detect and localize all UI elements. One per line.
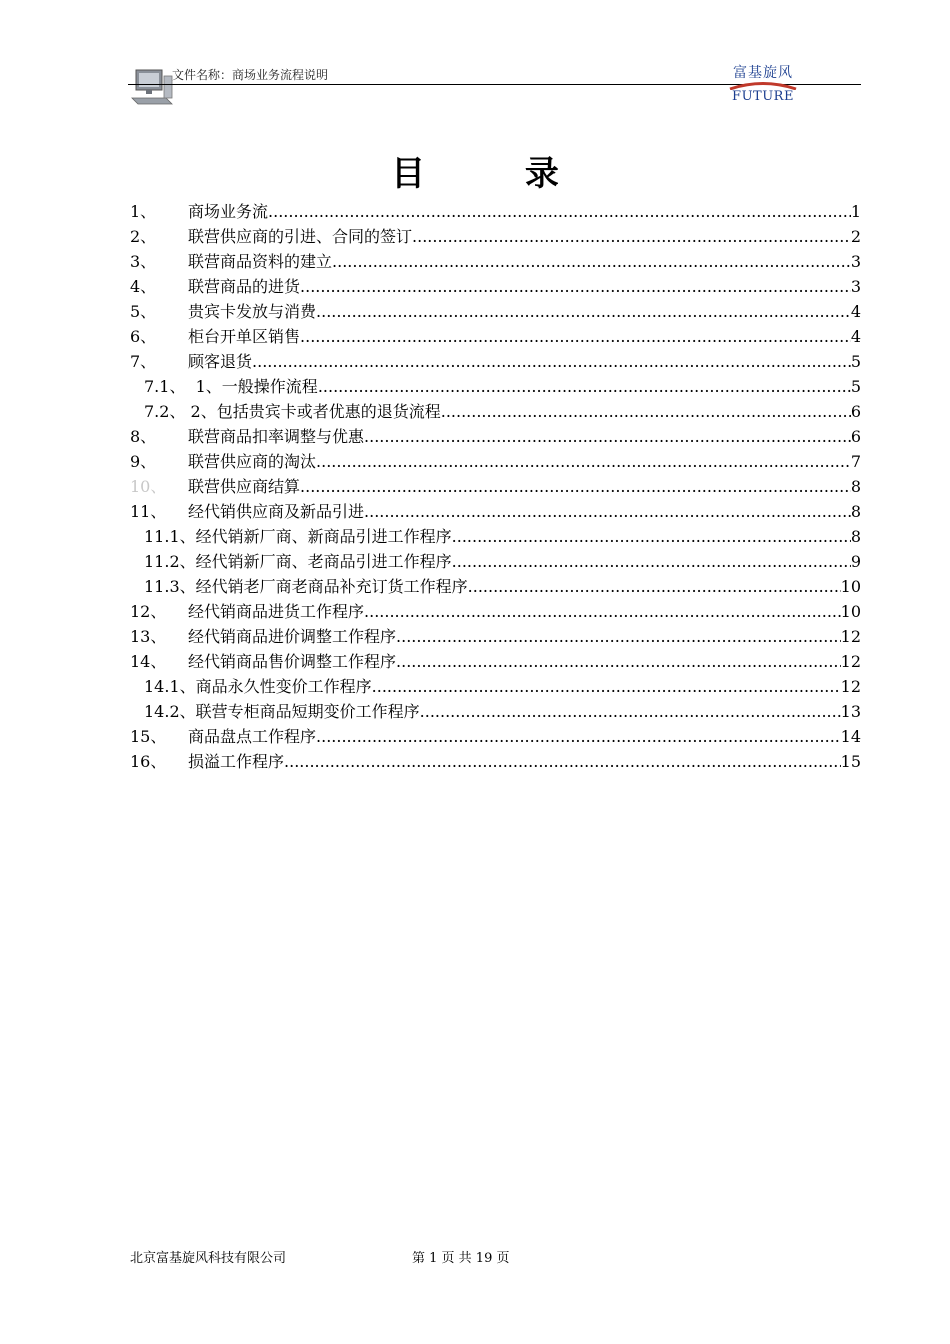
toc-leader-dots [316,724,841,749]
toc-leader-dots [252,349,851,374]
toc-leader-dots [364,499,851,524]
toc-entry[interactable] [130,399,861,424]
toc-entry-number: 10、 [130,477,167,496]
toc-entry-title: 经代销商品售价调整工作程序 [188,652,397,671]
toc-entry-title: 顾客退货 [188,352,253,371]
toc-entry[interactable] [130,349,861,374]
toc-entry-title: 联营商品扣率调整与优惠 [188,427,365,446]
toc-entry-number: 6、 [130,327,157,346]
toc-entry-page: 13 [840,702,861,721]
toc-entry-number: 11.2、 [144,552,196,571]
toc-entry-title: 经代销供应商及新品引进 [188,502,365,521]
toc-entry[interactable] [130,374,861,399]
toc-entry-title: 2、包括贵宾卡或者优惠的退货流程 [185,402,441,421]
toc-entry-page: 4 [850,302,861,321]
toc-entry-page: 14 [840,727,861,746]
toc-leader-dots [396,624,841,649]
toc-leader-dots [452,549,851,574]
toc-entry-page: 5 [850,352,861,371]
toc-entry-title: 联营供应商的引进、合同的签订 [188,227,413,246]
toc-entry-number: 13、 [130,627,167,646]
toc-entry-number: 14、 [130,652,167,671]
toc-leader-dots [364,424,851,449]
toc-entry-page: 8 [850,502,861,521]
toc-entry-page: 5 [850,377,861,396]
toc-entry-number: 7.1、 [144,377,186,396]
logo-chinese: 富基旋风 [733,65,793,81]
toc-entry[interactable] [130,574,861,599]
toc-entry-title: 经代销商品进价调整工作程序 [188,627,397,646]
toc-entry-page: 12 [840,677,861,696]
toc-entry-number: 7.2、 [144,402,186,421]
toc-entry-title: 联营供应商结算 [188,477,301,496]
toc-entry[interactable] [130,449,861,474]
toc-entry-number: 4、 [130,277,157,296]
toc-leader-dots [452,524,851,549]
toc-entry-number: 12、 [130,602,167,621]
toc-leader-dots [316,299,851,324]
toc-entry-page: 9 [850,552,861,571]
toc-entry-page: 8 [850,527,861,546]
toc-entry-title: 联营供应商的淘汰 [188,452,317,471]
toc-entry-title: 贵宾卡发放与消费 [188,302,317,321]
toc-entry-number: 7、 [130,352,157,371]
toc-entry[interactable] [130,474,861,499]
toc-entry-title: 联营专柜商品短期变价工作程序 [195,702,420,721]
toc-entry-title: 商品永久性变价工作程序 [195,677,372,696]
toc-entry[interactable] [130,249,861,274]
toc-entry-number: 15、 [130,727,167,746]
toc-entry-number: 11、 [130,502,167,521]
toc-leader-dots [420,699,841,724]
toc-entry-title: 经代销商品进货工作程序 [188,602,365,621]
toc-entry-title: 联营商品的进货 [188,277,301,296]
toc-leader-dots [300,274,851,299]
toc-entry-page: 10 [840,577,861,596]
toc-entry-number: 11.1、 [144,527,196,546]
toc-entry[interactable] [130,699,861,724]
toc-entry-title: 联营商品资料的建立 [188,252,333,271]
toc-leader-dots [441,399,851,424]
table-of-contents [130,199,861,774]
page-header [128,62,861,106]
toc-entry-number: 1、 [130,202,157,221]
logo-english: FUTURE [732,89,794,104]
footer-page-info: 第 1 页 共 19 页 [412,1251,510,1266]
toc-entry-title: 经代销老厂商老商品补充订货工作程序 [195,577,468,596]
company-logo [724,62,802,104]
toc-entry-number: 9、 [130,452,157,471]
toc-leader-dots [316,449,851,474]
toc-entry-page: 2 [850,227,861,246]
toc-entry-title: 损溢工作程序 [188,752,285,771]
toc-leader-dots [364,599,841,624]
toc-entry-page: 3 [850,252,861,271]
toc-entry-page: 8 [850,477,861,496]
toc-entry-page: 6 [850,402,861,421]
toc-leader-dots [332,249,851,274]
toc-entry[interactable] [130,549,861,574]
toc-leader-dots [318,374,851,399]
toc-entry-number: 16、 [130,752,167,771]
toc-entry-page: 4 [850,327,861,346]
toc-entry[interactable] [130,324,861,349]
toc-entry[interactable] [130,624,861,649]
toc-entry-number: 5、 [130,302,157,321]
toc-entry-page: 12 [840,652,861,671]
toc-entry-number: 8、 [130,427,157,446]
toc-entry[interactable] [130,649,861,674]
toc-entry-page: 10 [840,602,861,621]
toc-entry-title: 经代销新厂商、老商品引进工作程序 [195,552,452,571]
toc-leader-dots [300,474,851,499]
toc-entry-number: 14.2、 [144,702,196,721]
toc-entry[interactable] [130,674,861,699]
toc-leader-dots [372,674,841,699]
toc-entry[interactable] [130,524,861,549]
toc-entry[interactable] [130,724,861,749]
toc-entry-number: 11.3、 [144,577,196,596]
computer-monitor-icon [130,68,174,106]
toc-entry[interactable] [130,749,861,774]
toc-entry[interactable] [130,424,861,449]
toc-entry[interactable] [130,299,861,324]
page-title: 目 录 [391,154,603,194]
toc-entry[interactable] [130,199,861,224]
document-name: 文件名称：商场业务流程说明 [172,68,329,82]
toc-entry-number: 3、 [130,252,157,271]
toc-entry[interactable] [130,274,861,299]
toc-entry-title: 1、一般操作流程 [185,377,318,396]
toc-leader-dots [468,574,841,599]
footer-company: 北京富基旋风科技有限公司 [130,1251,287,1266]
toc-entry-page: 7 [850,452,861,471]
toc-entry-title: 商场业务流 [188,202,269,221]
toc-entry-page: 15 [840,752,861,771]
toc-leader-dots [396,649,841,674]
toc-leader-dots [300,324,851,349]
toc-entry-page: 6 [850,427,861,446]
toc-entry-page: 12 [840,627,861,646]
toc-entry[interactable] [130,499,861,524]
toc-entry-page: 1 [850,202,861,221]
toc-entry-title: 柜台开单区销售 [188,327,301,346]
toc-entry-number: 14.1、 [144,677,196,696]
toc-leader-dots [284,749,841,774]
toc-entry[interactable] [130,224,861,249]
toc-entry[interactable] [130,599,861,624]
toc-leader-dots [268,199,851,224]
toc-entry-title: 经代销新厂商、新商品引进工作程序 [195,527,452,546]
toc-leader-dots [412,224,851,249]
toc-entry-number: 2、 [130,227,157,246]
toc-entry-title: 商品盘点工作程序 [188,727,317,746]
toc-entry-page: 3 [850,277,861,296]
